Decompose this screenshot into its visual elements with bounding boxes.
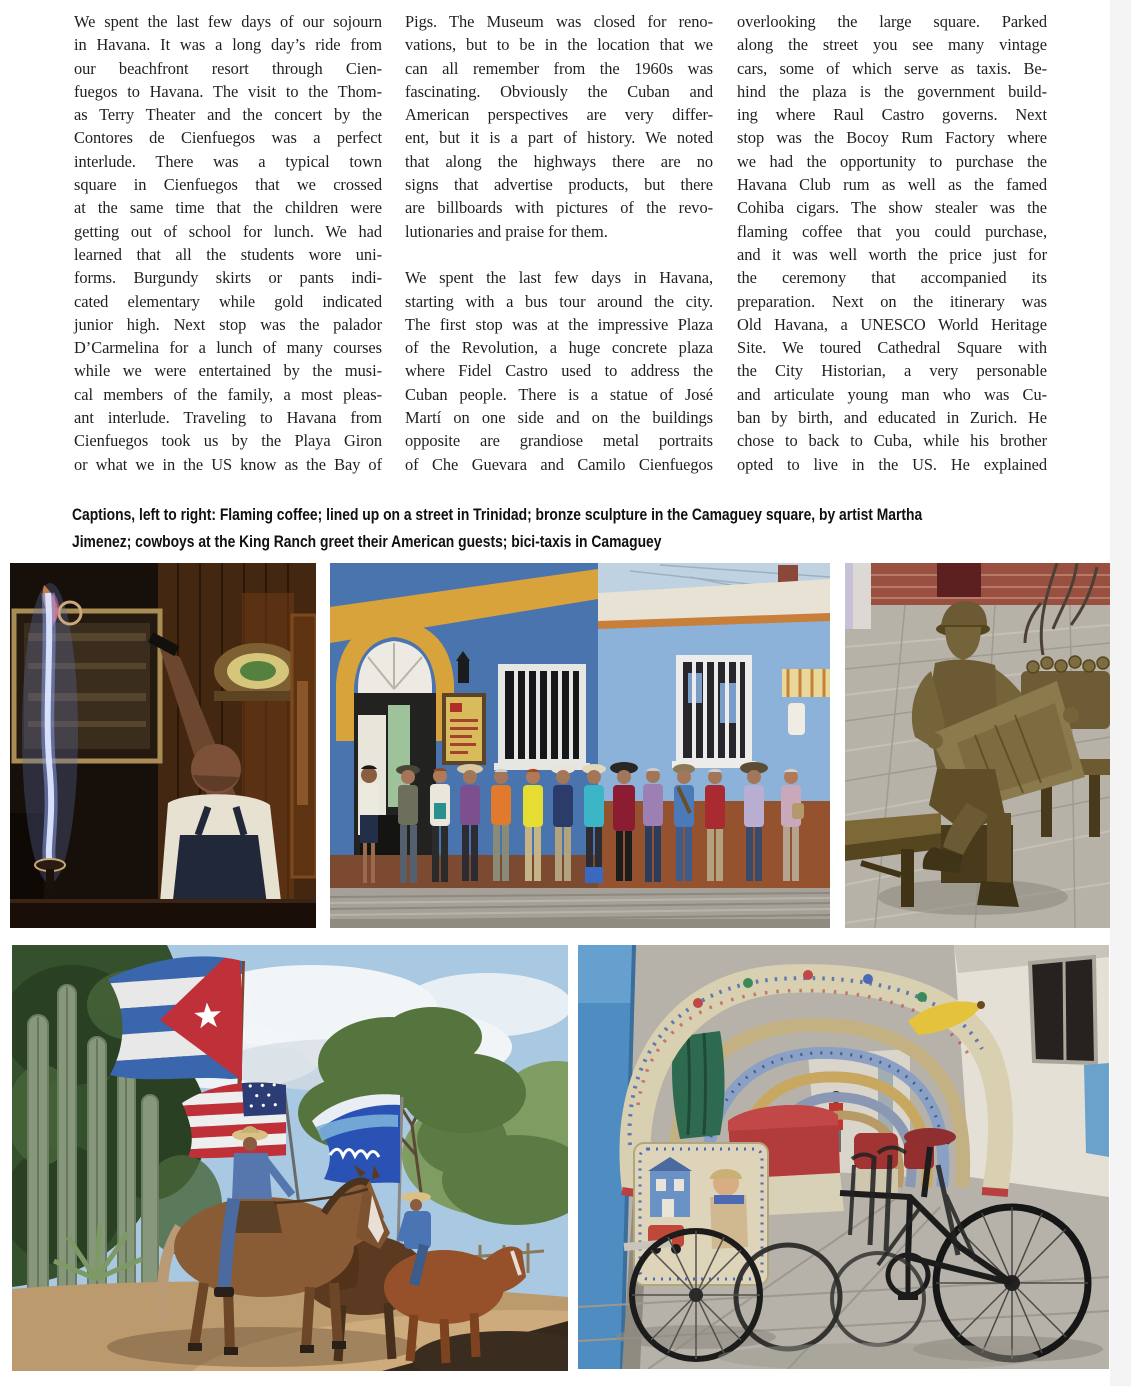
text-line: American perspectives are very differ- [405,105,713,125]
photo-camaguey-sculpture [845,563,1110,928]
cowboys-illustration [12,945,568,1371]
text-line: are billboards with pictures of the revo- [405,198,713,218]
article-column-1 [74,10,382,476]
text-line: fascinating. Obviously the Cuban and [405,81,713,101]
text-line: cal members of the family, a most pleas- [74,384,382,404]
text-line: while we were entertained by the musi- [74,361,382,381]
text-line: preparation. Next on the itinerary was [737,291,1047,311]
text-line: that along the highways there are no [405,151,713,171]
photo-captions [72,502,1072,556]
text-line: forms. Burgundy skirts or pants indi- [74,268,382,288]
text-line: can all remember from the 1960s was [405,58,713,78]
text-line: Cuban people. There is a statue of José [405,384,713,404]
text-line: along the street you see many vintage [737,35,1047,55]
photo-king-ranch-cowboys [12,945,568,1371]
article-column-2 [405,10,713,476]
article-column-3 [737,10,1047,476]
text-line: chose to back to Cuba, while his brother [737,431,1047,451]
text-line: overlooking the large square. Parked [737,12,1047,31]
text-line: square in Cienfuegos that we crossed [74,175,382,195]
trinidad-street-illustration [330,563,830,928]
text-line: starting with a bus tour around the city. [405,291,713,311]
text-line: or what we in the US know as the Bay of [74,454,382,474]
bici-taxis-illustration [578,945,1109,1369]
text-line: signs that advertise products, but there [405,175,713,195]
photo-trinidad-street-group [330,563,830,928]
text-line: stop was the Bocoy Rum Factory where [737,128,1047,148]
text-line: Cohiba cigars. The show stealer was the [737,198,1047,218]
text-line: ent, but it is a part of history. We noted [405,128,713,148]
text-line: Captions, left to right: Flaming coffee; lined up on a street in Trinidad; bronze sculpture in the Camaguey square, by artist Martha [72,506,923,524]
text-line: lutionaries and praise for them. [405,221,608,241]
text-line: Contores de Cienfuegos was a perfect [74,128,382,148]
text-line: cated elementary while gold indicated [74,291,382,311]
text-line: ing where Raul Castro governs. Next [737,105,1047,125]
text-line: our beachfront resort through Cien- [74,58,382,78]
text-line: hind the plaza is the government build- [737,81,1047,101]
text-line: vations, but to be in the location that we [405,35,713,55]
text-line: Havana Club rum as well as the famed [737,175,1047,195]
text-line: Martí on one side and on the buildings [405,408,713,428]
text-line: as Terry Theater and the concert by the [74,105,382,125]
text-line: We spent the last few days in Havana, [405,268,713,288]
text-line: we had the opportunity to purchase the [737,151,1047,171]
text-line: of the Revolution, a huge concrete plaza [405,338,713,358]
text-line: where Fidel Castro used to address the [405,361,713,381]
text-line: the City Historian, a very personable [737,361,1047,381]
text-line: cars, some of which serve as taxis. Be- [737,58,1047,78]
text-line: at the same time that the children were [74,198,382,218]
text-line: We spent the last few days of our sojourn [74,12,382,31]
text-line: opted to live in the US. He explained [737,454,1047,474]
text-line: in Havana. It was a long day’s ride from [74,35,382,55]
text-line: getting out of school for lunch. We had [74,221,382,241]
text-line: Pigs. The Museum was closed for reno- [405,12,713,31]
photo-bici-taxis [578,945,1109,1369]
text-line: and it was well worth the price just for [737,244,1047,264]
text-line: Site. We toured Cathedral Square with [737,338,1047,358]
text-line: Cienfuegos took us by the Playa Giron [74,431,382,451]
text-line: interlude. There was a typical town [74,151,382,171]
text-line: opposite are grandiose metal portraits [405,431,713,451]
flaming-coffee-illustration [10,563,316,928]
text-line: D’Carmelina for a lunch of many courses [74,338,382,358]
photo-flaming-coffee [10,563,316,928]
text-line: junior high. Next stop was the palador [74,314,382,334]
text-line: and articulate young man who was Cu- [737,384,1047,404]
text-line: ant interlude. Traveling to Havana from [74,408,382,428]
text-line: ban by birth, and educated in Zurich. He [737,408,1047,428]
text-line: learned that all the students wore uni- [74,244,382,264]
text-line: Old Havana, a UNESCO World Heritage [737,314,1047,334]
page-edge-strip [1110,0,1131,1386]
text-line: The first stop was at the impressive Plaza [405,314,713,334]
bronze-sculpture-illustration [845,563,1110,928]
text-line: Jimenez; cowboys at the King Ranch greet their American guests; bici-taxis in Camaguey [72,533,662,551]
text-line: flaming coffee that you could purchase, [737,221,1047,241]
text-line: fuegos to Havana. The visit to the Thom- [74,81,382,101]
text-line: the ceremony that accompanied its [737,268,1047,288]
text-line: of Che Guevara and Camilo Cienfuegos [405,454,713,474]
